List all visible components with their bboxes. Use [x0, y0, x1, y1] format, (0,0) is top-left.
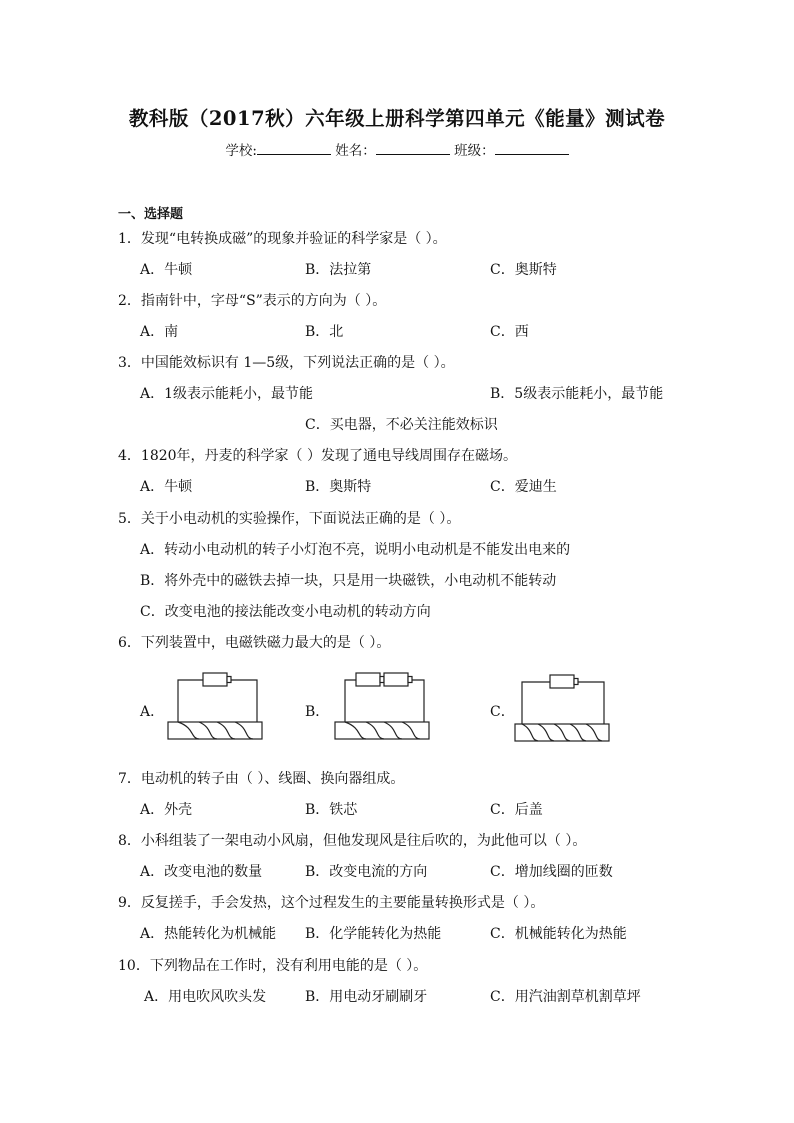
question-7: 7．电动机的转子由（ ）、线圈、换向器组成。 [118, 771, 405, 787]
name-blank[interactable] [376, 142, 450, 155]
q5-option-a[interactable]: A．转动小电动机的转子小灯泡不亮，说明小电动机是不能发出电来的 [140, 542, 571, 558]
question-9: 9．反复搓手，手会发热，这个过程发生的主要能量转换形式是（ ）。 [118, 895, 545, 911]
q1-option-c[interactable]: C．奥斯特 [490, 262, 557, 278]
q5-option-b[interactable]: B．将外壳中的磁铁去掉一块，只是用一块磁铁，小电动机不能转动 [140, 573, 557, 589]
q4-option-b[interactable]: B．奥斯特 [305, 479, 372, 495]
question-8: 8．小科组装了一架电动小风扇，但他发现风是往后吹的，为此他可以（ ）。 [118, 833, 587, 849]
q1-option-b[interactable]: B．法拉第 [305, 262, 372, 278]
q9-option-b[interactable]: B．化学能转化为热能 [305, 926, 442, 942]
class-label: 班级： [454, 143, 495, 159]
section-heading: 一、选择题 [118, 207, 184, 222]
q1-option-a[interactable]: A．牛顿 [140, 262, 193, 278]
q4-option-c[interactable]: C．爱迪生 [490, 479, 557, 495]
q4-option-a[interactable]: A．牛顿 [140, 479, 193, 495]
name-label: 姓名： [335, 143, 376, 159]
question-1: 1．发现“电转换成磁”的现象并验证的科学家是（ ）。 [118, 231, 447, 247]
q7-option-c[interactable]: C．后盖 [490, 802, 543, 818]
electromagnet-diagram-a [165, 668, 265, 746]
q7-option-b[interactable]: B．铁芯 [305, 802, 358, 818]
electromagnet-diagram-b [332, 668, 432, 746]
q3-option-b[interactable]: B．5级表示能耗小，最节能 [490, 386, 664, 402]
question-3: 3．中国能效标识有 1—5级，下列说法正确的是（ ）。 [118, 355, 455, 371]
q6-option-b[interactable]: B． [305, 704, 330, 720]
q2-option-a[interactable]: A．南 [140, 324, 179, 340]
q6-option-c[interactable]: C． [490, 704, 515, 720]
question-6: 6．下列装置中，电磁铁磁力最大的是（ ）。 [118, 635, 391, 651]
q3-option-a[interactable]: A．1级表示能耗小，最节能 [140, 386, 314, 402]
question-10: 10．下列物品在工作时，没有利用电能的是（ ）。 [118, 958, 428, 974]
question-5: 5．关于小电动机的实验操作，下面说法正确的是（ ）。 [118, 511, 461, 527]
q10-option-b[interactable]: B．用电动牙刷刷牙 [305, 989, 428, 1005]
q9-option-c[interactable]: C．机械能转化为热能 [490, 926, 627, 942]
q10-option-a[interactable]: A．用电吹风吹头发 [144, 989, 267, 1005]
q9-option-a[interactable]: A．热能转化为机械能 [140, 926, 277, 942]
q6-option-a[interactable]: A． [140, 704, 165, 720]
q8-option-b[interactable]: B．改变电流的方向 [305, 864, 428, 880]
q5-option-c[interactable]: C．改变电池的接法能改变小电动机的转动方向 [140, 604, 431, 620]
school-blank[interactable] [257, 142, 331, 155]
electromagnet-diagram-c [512, 670, 612, 748]
q2-option-b[interactable]: B．北 [305, 324, 344, 340]
student-info-line [0, 139, 794, 159]
q10-option-c[interactable]: C．用汽油割草机割草坪 [490, 989, 641, 1005]
q3-option-c[interactable]: C．买电器，不必关注能效标识 [305, 417, 498, 433]
question-4: 4．1820年，丹麦的科学家（ ）发现了通电导线周围存在磁场。 [118, 448, 517, 464]
q7-option-a[interactable]: A．外壳 [140, 802, 193, 818]
class-blank[interactable] [495, 142, 569, 155]
q2-option-c[interactable]: C．西 [490, 324, 529, 340]
page-title: 教科版（2017秋）六年级上册科学第四单元《能量》测试卷 [128, 107, 666, 130]
school-label: 学校: [225, 143, 257, 159]
q8-option-c[interactable]: C．增加线圈的匝数 [490, 864, 613, 880]
question-2: 2．指南针中，字母“S”表示的方向为（ ）。 [118, 293, 387, 309]
q8-option-a[interactable]: A．改变电池的数量 [140, 864, 263, 880]
